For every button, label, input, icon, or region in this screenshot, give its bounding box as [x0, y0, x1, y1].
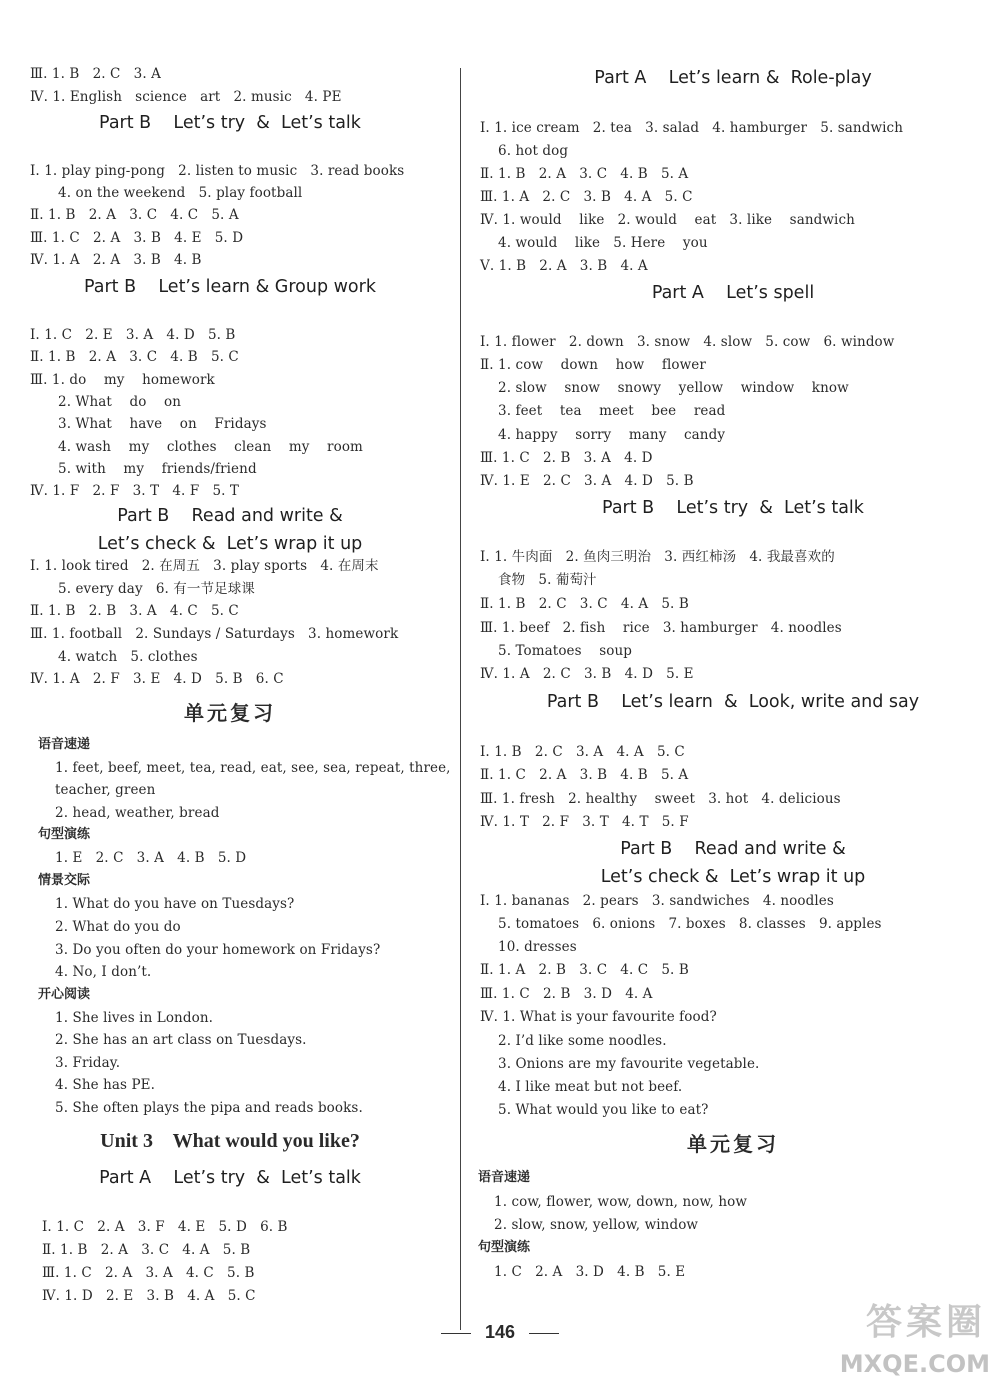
section-heading: Part B Let’s learn & Group work [84, 277, 376, 297]
answer-line: Ⅳ. 1. English science art 2. music 4. PE [30, 89, 342, 105]
answer-line: Ⅰ. 1. look tired 2. 在周五 3. play sports 4. 在周末 [30, 558, 379, 574]
answer-line: Ⅲ. 1. fresh 2. healthy sweet 3. hot 4. delicious [480, 791, 841, 807]
answer-line: 1. feet, beef, meet, tea, read, eat, see, sea, repeat, three, [55, 760, 451, 776]
answer-line: Ⅳ. 1. A 2. C 3. B 4. D 5. E [480, 666, 694, 682]
answer-line: 4. wash my clothes clean my room [58, 439, 363, 455]
answer-line: Ⅳ. 1. F 2. F 3. T 4. F 5. T [30, 483, 240, 499]
answer-line: 4. watch 5. clothes [58, 649, 198, 665]
page-number-text: 146 [484, 1322, 516, 1342]
subsection-label: 语音速递 [38, 737, 91, 752]
answer-line: Ⅲ. 1. B 2. C 3. A [30, 66, 161, 82]
subsection-label: 情景交际 [38, 873, 91, 888]
answer-line: 1. She lives in London. [55, 1010, 214, 1026]
answer-line: Ⅱ. 1. B 2. A 3. C 4. A 5. B [42, 1242, 251, 1258]
answer-line: Ⅰ. 1. C 2. E 3. A 4. D 5. B [30, 327, 236, 343]
section-heading: Part B Read and write & [117, 506, 343, 526]
answer-line: 2. What do on [58, 394, 182, 410]
answer-line: 1. C 2. A 3. D 4. B 5. E [494, 1264, 686, 1280]
answer-line: Ⅰ. 1. flower 2. down 3. snow 4. slow 5. cow 6. window [480, 334, 895, 350]
answer-line: Ⅱ. 1. B 2. A 3. C 4. C 5. A [30, 207, 239, 223]
subsection-label: 句型演练 [478, 1240, 531, 1255]
answer-line: 4. She has PE. [55, 1077, 155, 1093]
section-heading: Let’s check & Let’s wrap it up [600, 867, 866, 887]
answer-line: 1. cow, flower, wow, down, now, how [494, 1194, 747, 1210]
subsection-label: 开心阅读 [38, 987, 91, 1002]
watermark-domain: MXQE.COM [839, 1350, 990, 1378]
answer-line: Ⅰ. 1. bananas 2. pears 3. sandwiches 4. noodles [480, 893, 834, 909]
answer-line: Ⅰ. 1. ice cream 2. tea 3. salad 4. hamburger 5. sandwich [480, 120, 903, 136]
section-heading: Part B Read and write & [620, 839, 846, 859]
answer-line: Ⅳ. 1. E 2. C 3. A 4. D 5. B [480, 473, 694, 489]
answer-line: Ⅱ. 1. A 2. B 3. C 4. C 5. B [480, 962, 689, 978]
watermark-text: 答案圈 [866, 1302, 987, 1343]
answer-line: Ⅳ. 1. D 2. E 3. B 4. A 5. C [42, 1288, 256, 1304]
answer-line: 食物 5. 葡萄汁 [498, 572, 597, 588]
answer-line: 5. She often plays the pipa and reads books. [55, 1100, 363, 1116]
answer-line: Ⅳ. 1. A 2. F 3. E 4. D 5. B 6. C [30, 671, 284, 687]
page-number-dash-right [529, 1333, 559, 1334]
answer-line: 5. What would you like to eat? [498, 1102, 709, 1118]
answer-line: 2. What do you do [55, 919, 181, 935]
page-number-dash-left [441, 1333, 471, 1334]
answer-line: 3. feet tea meet bee read [498, 403, 726, 419]
answer-line: Ⅰ. 1. B 2. C 3. A 4. A 5. C [480, 744, 685, 760]
answer-line: Ⅲ. 1. A 2. C 3. B 4. A 5. C [480, 189, 693, 205]
answer-line: Ⅰ. 1. 牛肉面 2. 鱼肉三明治 3. 西红柿汤 4. 我最喜欢的 [480, 549, 835, 565]
answer-line: Ⅲ. 1. football 2. Sundays / Saturdays 3. homework [30, 626, 399, 642]
answer-line: teacher, green [55, 782, 156, 798]
answer-line: Ⅰ. 1. C 2. A 3. F 4. E 5. D 6. B [42, 1219, 288, 1235]
answer-line: 3. What have on Fridays [58, 416, 267, 432]
section-heading: Part B Let’s try & Let’s talk [602, 498, 864, 518]
answer-line: 4. happy sorry many candy [498, 427, 726, 443]
section-heading: Let’s check & Let’s wrap it up [97, 534, 363, 554]
answer-line: 3. Friday. [55, 1055, 121, 1071]
answer-line: Ⅲ. 1. C 2. B 3. D 4. A [480, 986, 653, 1002]
answer-line: 1. E 2. C 3. A 4. B 5. D [55, 850, 247, 866]
answer-line: 2. head, weather, bread [55, 805, 220, 821]
answer-line: 2. slow, snow, yellow, window [494, 1217, 699, 1233]
answer-line: Ⅱ. 1. C 2. A 3. B 4. B 5. A [480, 767, 689, 783]
column-divider [460, 68, 461, 1330]
section-heading: Part B Let’s learn & Look, write and say [546, 692, 920, 712]
answer-line: 2. I’d like some noodles. [498, 1033, 667, 1049]
answer-line: Ⅱ. 1. cow down how flower [480, 357, 706, 373]
answer-line: 1. What do you have on Tuesdays? [55, 896, 295, 912]
answer-line: Ⅳ. 1. would like 2. would eat 3. like sandwich [480, 212, 855, 228]
answer-line: 4. would like 5. Here you [498, 235, 708, 251]
answer-line: Ⅲ. 1. beef 2. fish rice 3. hamburger 4. noodles [480, 620, 842, 636]
answer-line: Ⅳ. 1. What is your favourite food? [480, 1009, 717, 1025]
answer-line: Ⅴ. 1. B 2. A 3. B 4. A [480, 258, 648, 274]
section-heading: Part A Let’s spell [651, 283, 815, 303]
answer-line: Ⅲ. 1. C 2. A 3. A 4. C 5. B [42, 1265, 255, 1281]
answer-line: 3. Onions are my favourite vegetable. [498, 1056, 760, 1072]
subsection-label: 句型演练 [38, 827, 91, 842]
answer-line: Ⅳ. 1. T 2. F 3. T 4. T 5. F [480, 814, 689, 830]
answer-line: 5. tomatoes 6. onions 7. boxes 8. classes 9. apples [498, 916, 882, 932]
answer-line: Ⅰ. 1. play ping-pong 2. listen to music 3. read books [30, 163, 405, 179]
subsection-label: 语音速递 [478, 1170, 531, 1185]
answer-line: Ⅲ. 1. C 2. A 3. B 4. E 5. D [30, 230, 244, 246]
section-heading: Part A Let’s learn & Role-play [594, 68, 872, 88]
answer-line: 4. on the weekend 5. play football [58, 185, 303, 201]
section-heading: Part B Let’s try & Let’s talk [99, 113, 361, 133]
unit-review-title: 单元复习 [184, 701, 276, 725]
answer-line: Ⅱ. 1. B 2. A 3. C 4. B 5. C [30, 349, 239, 365]
answer-line: 6. hot dog [498, 143, 569, 159]
answer-line: 5. Tomatoes soup [498, 643, 633, 659]
watermark-logo [839, 1290, 994, 1380]
answer-line: 4. No, I don’t. [55, 964, 152, 980]
section-heading: Part A Let’s try & Let’s talk [99, 1168, 361, 1188]
answer-line: 5. every day 6. 有一节足球课 [58, 581, 255, 597]
answer-line: Ⅱ. 1. B 2. C 3. C 4. A 5. B [480, 596, 689, 612]
answer-line: Ⅱ. 1. B 2. B 3. A 4. C 5. C [30, 603, 239, 619]
unit-review-title: 单元复习 [687, 1132, 779, 1156]
answer-line: Ⅳ. 1. A 2. A 3. B 4. B [30, 252, 202, 268]
answer-line: 2. She has an art class on Tuesdays. [55, 1032, 307, 1048]
unit-title: Unit 3 What would you like? [100, 1130, 360, 1152]
answer-line: 3. Do you often do your homework on Fridays? [55, 942, 381, 958]
answer-line: 10. dresses [498, 939, 577, 955]
answer-line: Ⅱ. 1. B 2. A 3. C 4. B 5. A [480, 166, 689, 182]
answer-line: Ⅲ. 1. do my homework [30, 372, 215, 388]
answer-line: 5. with my friends/friend [58, 461, 257, 477]
answer-line: Ⅲ. 1. C 2. B 3. A 4. D [480, 450, 653, 466]
answer-line: 2. slow snow snowy yellow window know [498, 380, 849, 396]
page-number [0, 1322, 1000, 1343]
answer-line: 4. I like meat but not beef. [498, 1079, 683, 1095]
